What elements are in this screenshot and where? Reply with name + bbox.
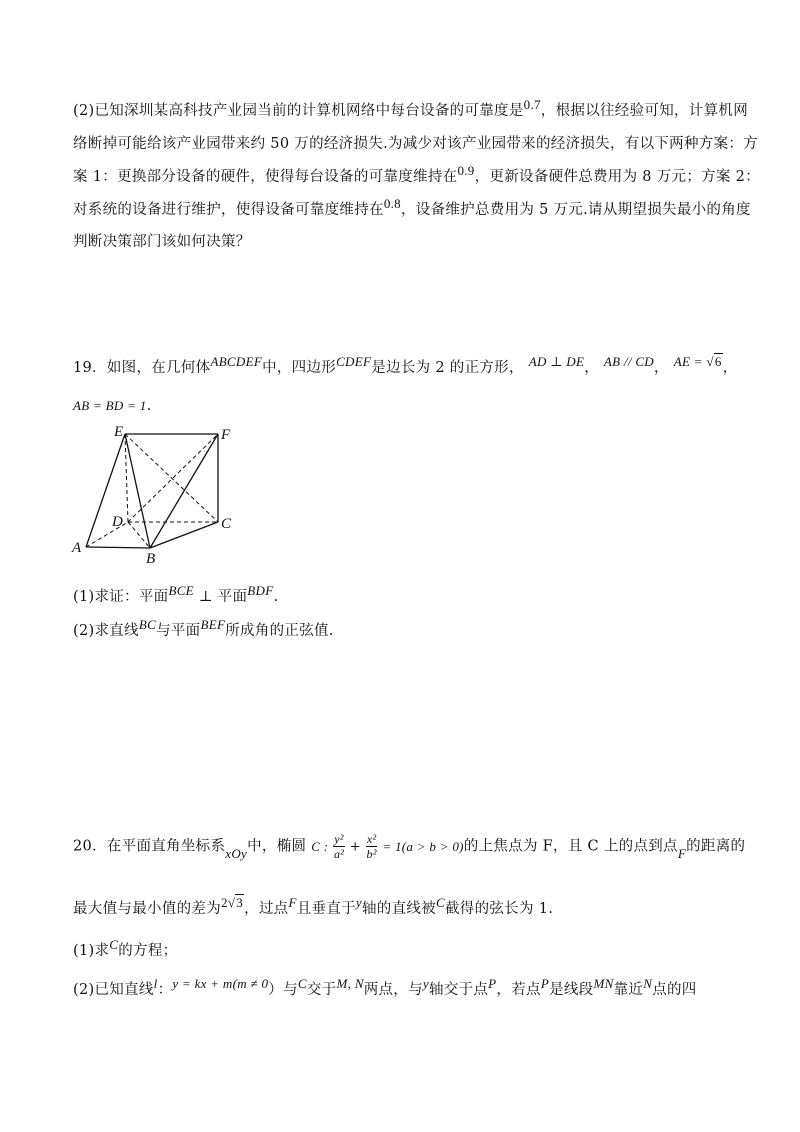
segment-MN: MN [593, 976, 614, 991]
edge-BC [150, 522, 218, 548]
frac-num: x² [366, 832, 377, 846]
value-09: 0.9 [457, 163, 475, 178]
text: 且垂直于 [296, 901, 356, 917]
question-number: 20．在平面直角坐标系 [73, 838, 226, 855]
line-bc: BC [138, 617, 157, 632]
text: 是线段 [549, 982, 594, 998]
curve-C: C [436, 895, 445, 910]
condition-parallel: AB // CD [603, 354, 654, 369]
q18-p2-line5 [73, 230, 251, 251]
value-08: 0.8 [383, 196, 401, 211]
label-C: C [221, 516, 232, 532]
label-A: A [72, 540, 82, 556]
text: 对系统的设备进行维护，使得设备可靠度维持在 [73, 202, 384, 218]
text: 的方程； [118, 943, 178, 959]
text: (2)求直线 [73, 623, 139, 639]
label-D: D [112, 514, 123, 530]
sep: ， [722, 360, 738, 376]
coord-xoy: xOy [225, 845, 248, 861]
q18-p2-line3 [73, 165, 760, 186]
q19-stem-line1 [73, 356, 737, 377]
quad-name: CDEF [336, 354, 372, 369]
coef: 2 [221, 895, 228, 910]
text: ⊥ 平面 [193, 589, 248, 605]
text: 络断掉可能给该产业园带来约 50 万的经济损失.为减少对该产业园带来的经济损失，有以下两种方案：方 [73, 136, 758, 152]
text: ，过点 [244, 901, 289, 917]
q19-part1 [73, 585, 278, 606]
solid-name: ABCDEF [210, 354, 263, 369]
point-F: F [288, 895, 297, 910]
period: . [273, 589, 279, 605]
plane-bef: BEF [200, 617, 226, 632]
colon: ： [157, 982, 173, 998]
frac-den: b² [366, 847, 377, 861]
q20-part2 [73, 978, 697, 999]
condition-ae: AE = √6 [673, 354, 722, 369]
fraction-x2-b2 [366, 832, 378, 861]
plus-sign: + [349, 839, 361, 855]
curve-C: C [297, 976, 307, 991]
text: 案 1：更换部分设备的硬件，使得每台设备的可靠度维持在 [73, 169, 458, 185]
point-N: N [643, 976, 653, 991]
text: 是边长为 2 的正方形， [371, 360, 524, 376]
text: 所成角的正弦值. [225, 623, 334, 639]
frac-num: y² [334, 832, 344, 846]
text: (1)求 [73, 943, 110, 959]
points-MN: M, N [336, 976, 364, 991]
text: 靠近 [613, 982, 644, 998]
plane-bce: BCE [168, 583, 194, 598]
text: 与平面 [156, 623, 201, 639]
edge-EB [125, 434, 150, 548]
q18-p2-line2 [73, 132, 758, 153]
point-P: P [540, 976, 550, 991]
sep: ， [584, 360, 599, 376]
point-P: P [488, 976, 497, 991]
axis-y: y [422, 976, 429, 991]
point-F: F [677, 845, 687, 861]
text: 轴的直线被 [362, 901, 436, 917]
sep: ， [654, 360, 669, 376]
condition-perp: AD ⊥ DE [528, 354, 585, 369]
text: 判断决策部门该如何决策？ [73, 234, 251, 250]
text: ，根据以往经验可知，计算机网 [540, 103, 748, 119]
edge-AB [86, 547, 150, 548]
text: 中，四边形 [262, 360, 337, 376]
value-07: 0.7 [523, 97, 541, 112]
question-number: 19．如图，在几何体 [73, 360, 211, 376]
text: 轴交于点 [428, 982, 489, 998]
text: 的上焦点为 F，且 C 上的点到点 [463, 838, 678, 855]
q19-part2 [73, 619, 334, 640]
line-l: l [153, 976, 158, 991]
sqrt-six: 6 [714, 354, 722, 369]
text: (2)已知深圳某高科技产业园当前的计算机网络中每台设备的可靠度是 [73, 103, 524, 119]
fraction-y2-a2 [333, 832, 345, 861]
text: 截得的弦长为 1. [444, 901, 554, 917]
q19-stem-line2 [73, 398, 151, 414]
label-F: F [221, 427, 231, 443]
plane-bdf: BDF [247, 583, 274, 598]
text: (2)已知直线 [73, 982, 154, 998]
text: 交于 [306, 982, 337, 998]
q20-part1 [73, 939, 177, 960]
frac-den: a² [333, 847, 345, 861]
q20-stem-line1 [73, 832, 745, 861]
text: 的距离的 [686, 838, 746, 855]
q18-p2-line1 [73, 99, 748, 120]
radicand: 3 [236, 895, 244, 910]
text: ，若点 [496, 982, 541, 998]
edge-EA [86, 434, 125, 547]
line-equation: y = kx + m(m ≠ 0 [172, 976, 269, 991]
text: 两点，与 [363, 982, 423, 998]
label-E: E [114, 424, 124, 440]
equation-rhs: = 1(a > b > 0) [382, 838, 464, 854]
period: . [146, 398, 152, 414]
text: ，设备维护总费用为 5 万元.请从期望损失最小的角度 [400, 202, 751, 218]
text: 点的四 [652, 982, 697, 998]
curve-C: C [109, 937, 119, 952]
q18-p2-line4 [73, 198, 751, 219]
text: 最大值与最小值的差为 [73, 901, 221, 917]
value-2sqrt3: 2√3 [221, 895, 244, 910]
axis-y: y [355, 895, 362, 910]
condition-ab-bd: AB = BD = 1 [73, 398, 147, 413]
ae-left: AE = [673, 354, 707, 369]
label-B: B [146, 551, 156, 567]
text: (1)求证：平面 [73, 589, 169, 605]
geometry-figure [70, 422, 240, 567]
text: ，更新设备硬件总费用为 8 万元；方案 2： [474, 169, 760, 185]
ellipse-name: C : [311, 838, 329, 854]
text: 中，椭圆 [247, 838, 307, 855]
text: ）与 [268, 982, 298, 998]
q20-stem-line2 [73, 897, 553, 918]
